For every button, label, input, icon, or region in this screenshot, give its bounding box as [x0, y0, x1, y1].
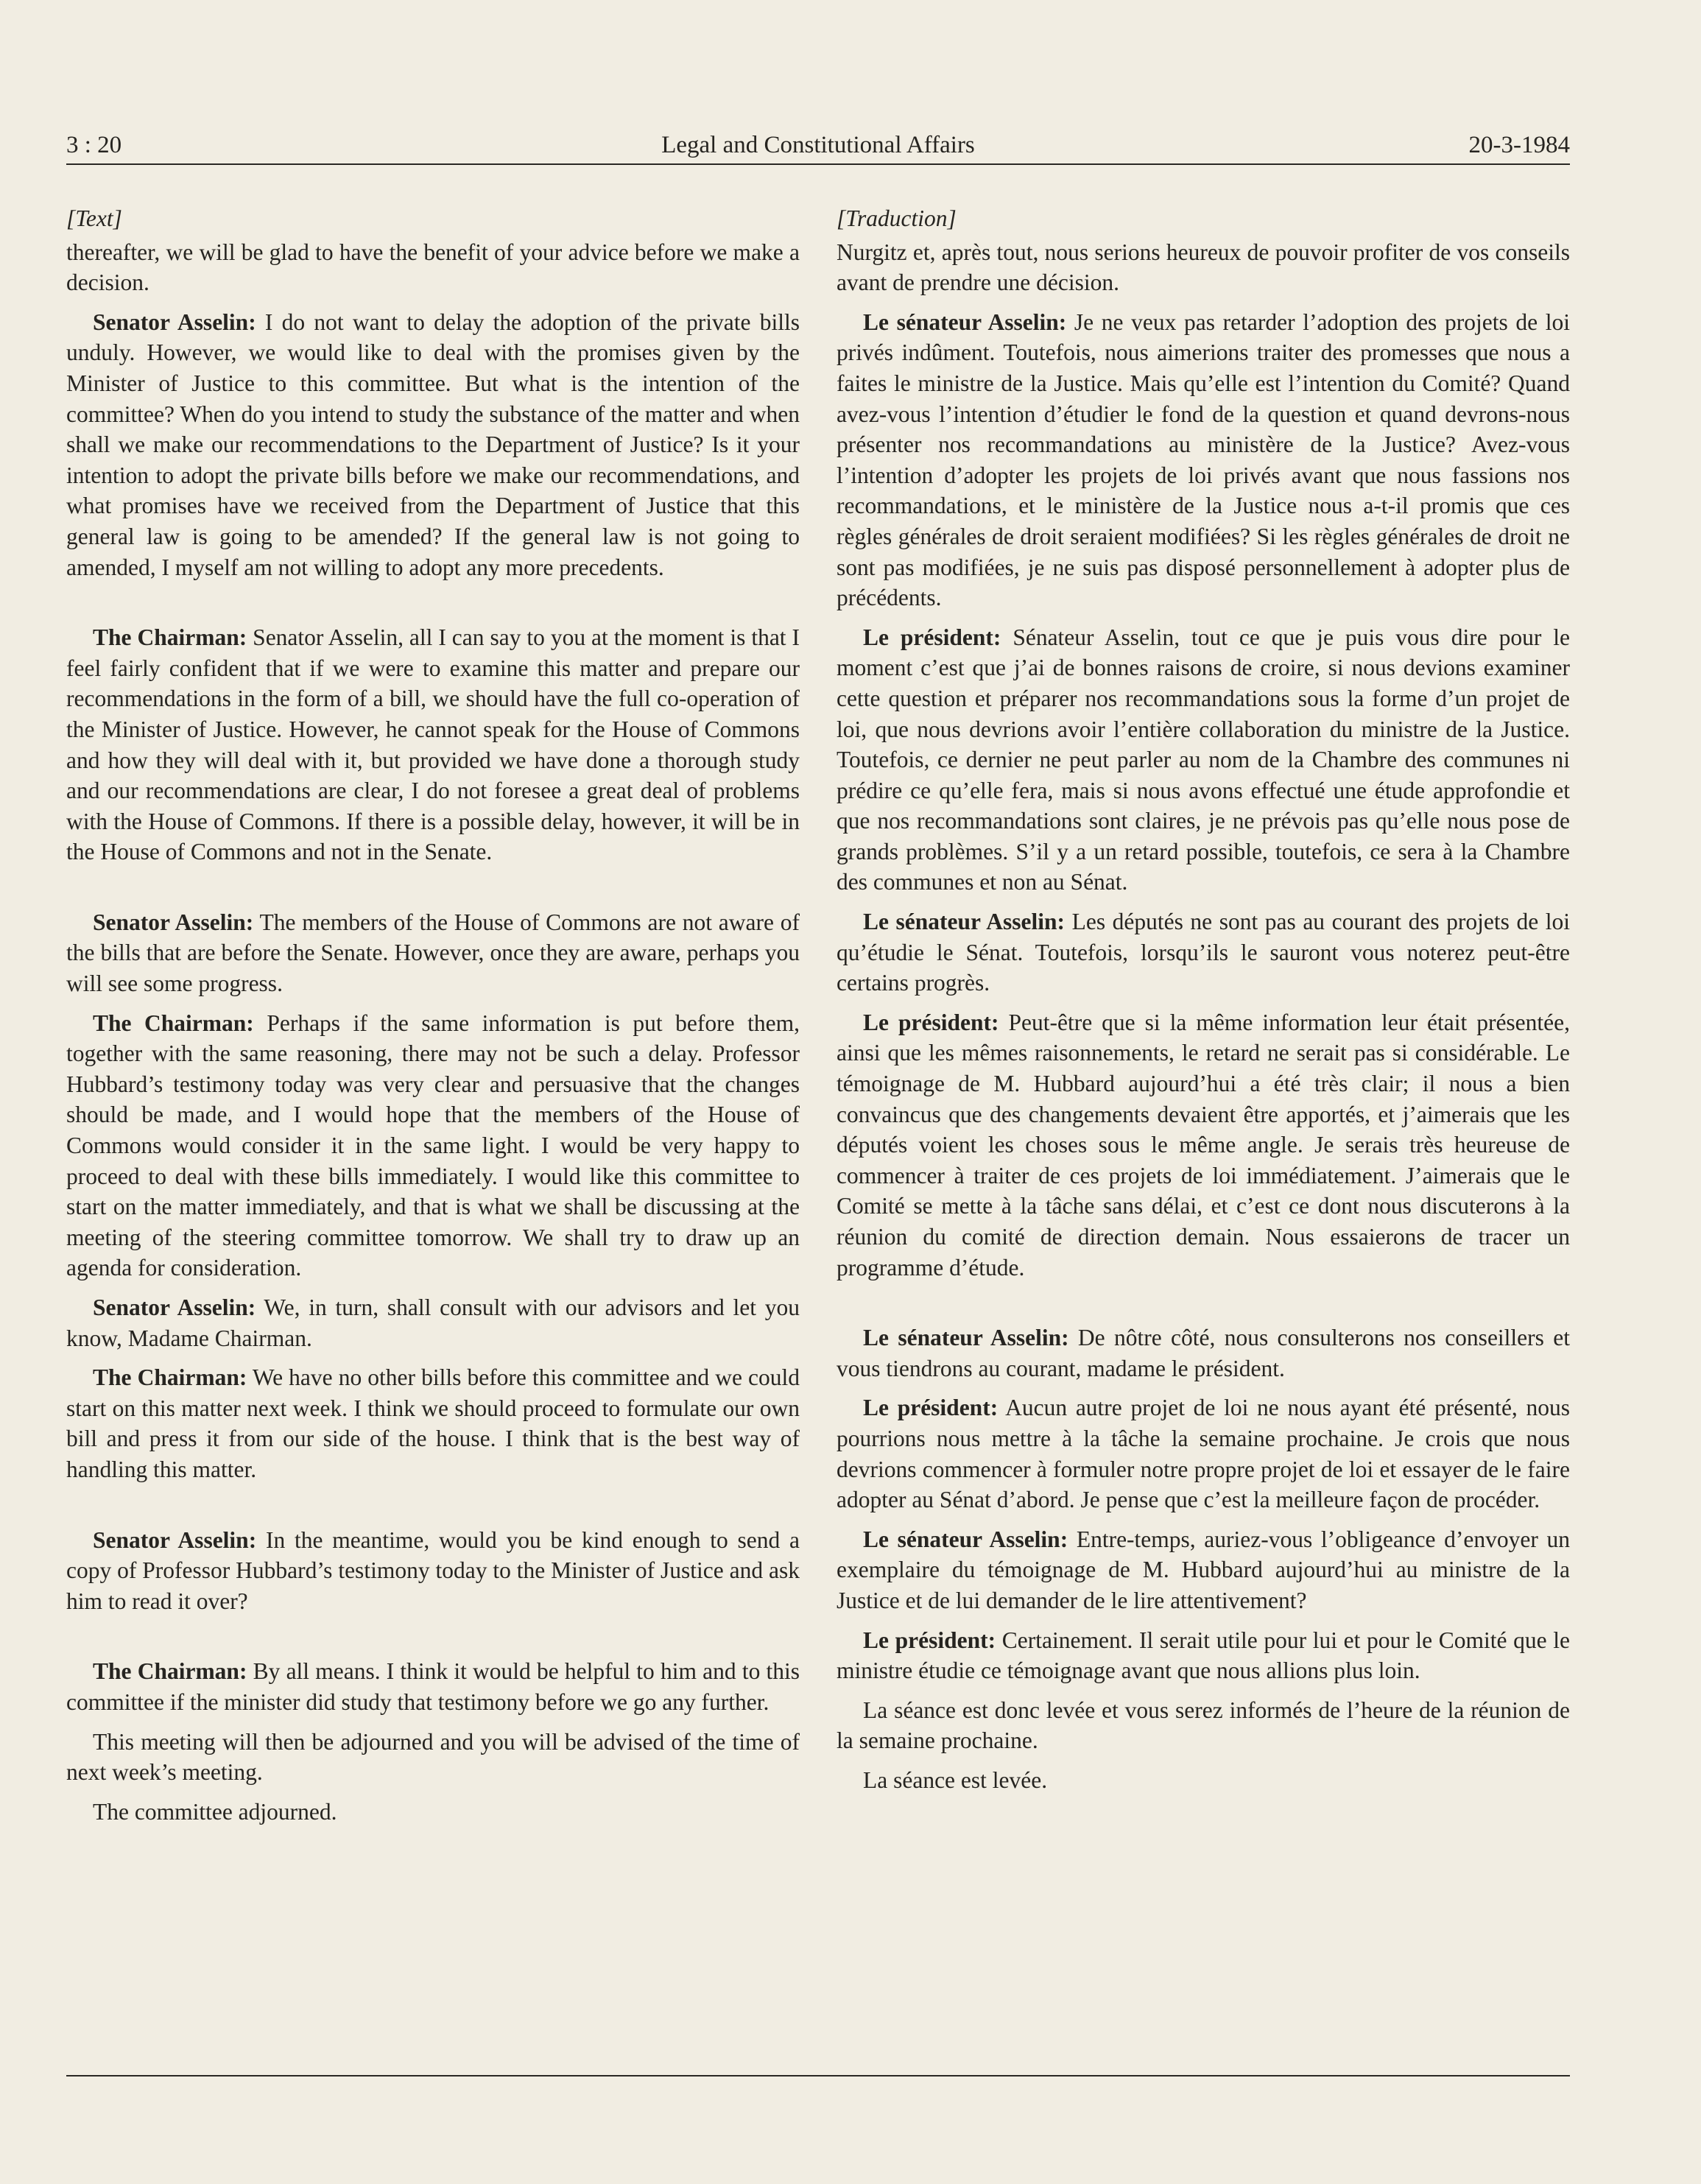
speaker: Le président: [863, 624, 1001, 650]
continued-text: Nurgitz et, après tout, nous serions heureux de pouvoir profiter de vos conseils avant de prendre une décision. [837, 239, 1570, 296]
speech-paragraph [66, 1656, 800, 1717]
speaker: Senator Asselin: [93, 1526, 257, 1553]
speaker: Le président: [863, 1395, 999, 1421]
french-column [837, 203, 1570, 1796]
speech-text: Peut-être que si la même information leur était présentée, ainsi que les mêmes raisonnements, le retard ne serait pas si considérable. Le témoignage de M. Hubbard aujourd’hui a été très clair; il nous a bien convaincus que des changements devaient être apportés, et j’aimerais que les députés voient les choses sous le même angle. Je serais très heureuse de commencer à traiter de ces projets de loi immédiatement. J’aimerais que le Comité se mette à la tâche sans délai, et c’est ce dont nous discuterons à la réunion du comité de direction demain. Nous essaierons de tracer un programme d’étude. [837, 1009, 1571, 1281]
column-tag: [Traduction] [837, 205, 957, 231]
speech-paragraph [66, 622, 800, 867]
closing-text: The committee adjourned. [93, 1798, 337, 1825]
speech-paragraph [66, 1292, 800, 1353]
speaker: Senator Asselin: [93, 1294, 256, 1320]
continued-text: thereafter, we will be glad to have the benefit of your advice before we make a decision. [66, 239, 800, 296]
speaker: Senator Asselin: [93, 309, 256, 335]
speaker: Le sénateur Asselin: [863, 309, 1067, 335]
speech-paragraph [66, 1525, 800, 1617]
speech-text: Les députés ne sont pas au courant des projets de loi qu’étudie le Sénat. Toutefois, lorsqu’ils le sauront vous noterez peut-être certains progrès. [837, 909, 1570, 996]
closing-text: La séance est donc levée et vous serez informés de l’heure de la réunion de la semaine prochaine. [837, 1697, 1570, 1754]
speech-paragraph [66, 1362, 800, 1484]
speaker: Le sénateur Asselin: [863, 1526, 1068, 1552]
speaker: The Chairman: [93, 1658, 247, 1685]
speech-paragraph [837, 622, 1570, 898]
closing-text: This meeting will then be adjourned and you will be advised of the time of next week’s meeting. [66, 1728, 800, 1786]
speaker: Le président: [863, 1627, 996, 1653]
speech-paragraph [837, 1625, 1570, 1686]
speech-paragraph [837, 1392, 1570, 1515]
speech-paragraph [66, 1008, 800, 1283]
speech-paragraph [837, 1322, 1570, 1384]
speaker: The Chairman: [93, 1364, 247, 1391]
issue-date: 20-3-1984 [1468, 132, 1570, 158]
header-rule [66, 163, 1570, 165]
speech-text: We have no other bills before this committee and we could start on this matter next week. I think we should proceed to formulate our own bill and press it from our side of the house. I think that is the best way of handling this matter. [66, 1364, 800, 1482]
speaker: Senator Asselin: [93, 909, 254, 935]
speech-text: In the meantime, would you be kind enough to send a copy of Professor Hubbard’s testimony today to the Minister of Justice and ask him to read it over? [66, 1526, 800, 1614]
speech-text: De nôtre côté, nous consulterons nos conseillers et vous tiendrons au courant, madame le président. [837, 1325, 1570, 1381]
closing-text: La séance est levée. [863, 1766, 1048, 1793]
column-tag: [Text] [66, 205, 122, 231]
speaker: Le président: [863, 1009, 999, 1035]
speaker: The Chairman: [93, 1010, 254, 1036]
footer-rule [66, 2075, 1570, 2076]
speech-paragraph [66, 307, 800, 582]
speech-text: We, in turn, shall consult with our advisors and let you know, Madame Chairman. [66, 1294, 800, 1351]
speech-paragraph [837, 1524, 1570, 1616]
speech-paragraph [66, 907, 800, 999]
speech-text: Certainement. Il serait utile pour lui et pour le Comité que le ministre étudie ce témoignage avant que nous allions plus loin. [837, 1627, 1570, 1684]
speaker: Le sénateur Asselin: [863, 909, 1066, 935]
closing-paragraph [66, 1727, 800, 1788]
speech-text: Senator Asselin, all I can say to you at the moment is that I feel fairly confident that if we were to examine this matter and prepare our recommendations in the form of a bill, we should have the full co-operation of the Minister of Justice. However, he cannot speak for the House of Commons and how they will deal with it, but provided we have done a thorough study and our recommendations are clear, I do not foresee a great deal of problems with the House of Commons. If there is a possible delay, however, it will be in the House of Commons and not in the Senate. [66, 624, 800, 865]
speech-text: Entre-temps, auriez-vous l’obligeance d’envoyer un exemplaire du témoignage de M. Hubbard aujourd’hui au ministre de la Justice et de lui demander de le lire attentivement? [837, 1526, 1570, 1613]
page-number: 3 : 20 [66, 132, 122, 158]
closing-paragraph [837, 1765, 1570, 1796]
closing-paragraph [66, 1797, 800, 1828]
speech-text: Perhaps if the same information is put before them, together with the same reasoning, there may not be such a delay. Professor Hubbard’s testimony today was very clear and persuasive that the changes should be made, and I would hope that the members of the House of Commons would consider it in the same light. I would be very happy to proceed to deal with these bills immediately. I would like this committee to start on the matter immediately, and that is what we shall be discussing at the meeting of the steering committee tomorrow. We shall try to draw up an agenda for consideration. [66, 1010, 800, 1281]
speech-text: By all means. I think it would be helpful to him and to this committee if the minister did study that testimony before we go any further. [66, 1658, 800, 1715]
speech-text: The members of the House of Commons are not aware of the bills that are before the Senate. However, once they are aware, perhaps you will see some progress. [66, 909, 800, 997]
speech-paragraph [837, 1007, 1570, 1283]
speaker: The Chairman: [93, 624, 247, 651]
speech-paragraph [837, 307, 1570, 613]
closing-paragraph [837, 1695, 1570, 1756]
speech-text: I do not want to delay the adoption of the private bills unduly. However, we would like to deal with the promises given by the Minister of Justice to this committee. But what is the intention of the committee? When do you intend to study the substance of the matter and when shall we make our recommendations to the Department of Justice? Is it your intention to adopt the private bills before we make our recommendations, and what promises have we received from the Department of Justice that this general law is going to be amended? If the general law is not going to amended, I myself am not willing to adopt any more precedents. [66, 309, 800, 580]
running-title: Legal and Constitutional Affairs [661, 132, 975, 158]
speech-text: Sénateur Asselin, tout ce que je puis vous dire pour le moment c’est que j’ai de bonnes raisons de croire, si nous devions examiner cette question et préparer nos recommandations sous la forme d’un projet de loi, que nous devrions avoir l’entière collaboration du ministre de la Justice. Toutefois, ce dernier ne peut parler au nom de la Chambre des communes ni prédire ce qu’elle fera, mais si nous avons effectué une étude approfondie et que nos recommandations sont claires, je ne prévois pas qu’elle nous pose de grands problèmes. S’il y a un retard possible, toutefois, ce sera à la Chambre des communes et non au Sénat. [837, 624, 1570, 895]
speaker: Le sénateur Asselin: [863, 1325, 1069, 1351]
english-column [66, 203, 800, 1827]
page-header [66, 127, 1570, 163]
speech-paragraph [837, 906, 1570, 998]
speech-text: Je ne veux pas retarder l’adoption des projets de loi privés indûment. Toutefois, nous aimerions traiter des promesses que nous a faites le ministre de la Justice. Mais qu’elle est l’intention du Comité? Quand avez-vous l’intention d’étudier le fond de la question et quand devrons-nous présenter nos recommandations au ministère de la Justice? Avez-vous l’intention d’adopter les projets de loi privés avant que nous fassions nos recommandations, et le ministère de la Justice nous a-t-il promis que ces règles générales de droit seraient modifiées? Si les règles générales de droit ne sont pas modifiées, je ne suis pas disposé personnellement à adopter plus de précédents. [837, 309, 1570, 611]
speech-text: Aucun autre projet de loi ne nous ayant été présenté, nous pourrions nous mettre à la tâche la semaine prochaine. Je crois que nous devrions commencer à formuler notre propre projet de loi et essayer de le faire adopter au Sénat d’abord. Je pense que c’est la meilleure façon de procéder. [837, 1395, 1570, 1513]
